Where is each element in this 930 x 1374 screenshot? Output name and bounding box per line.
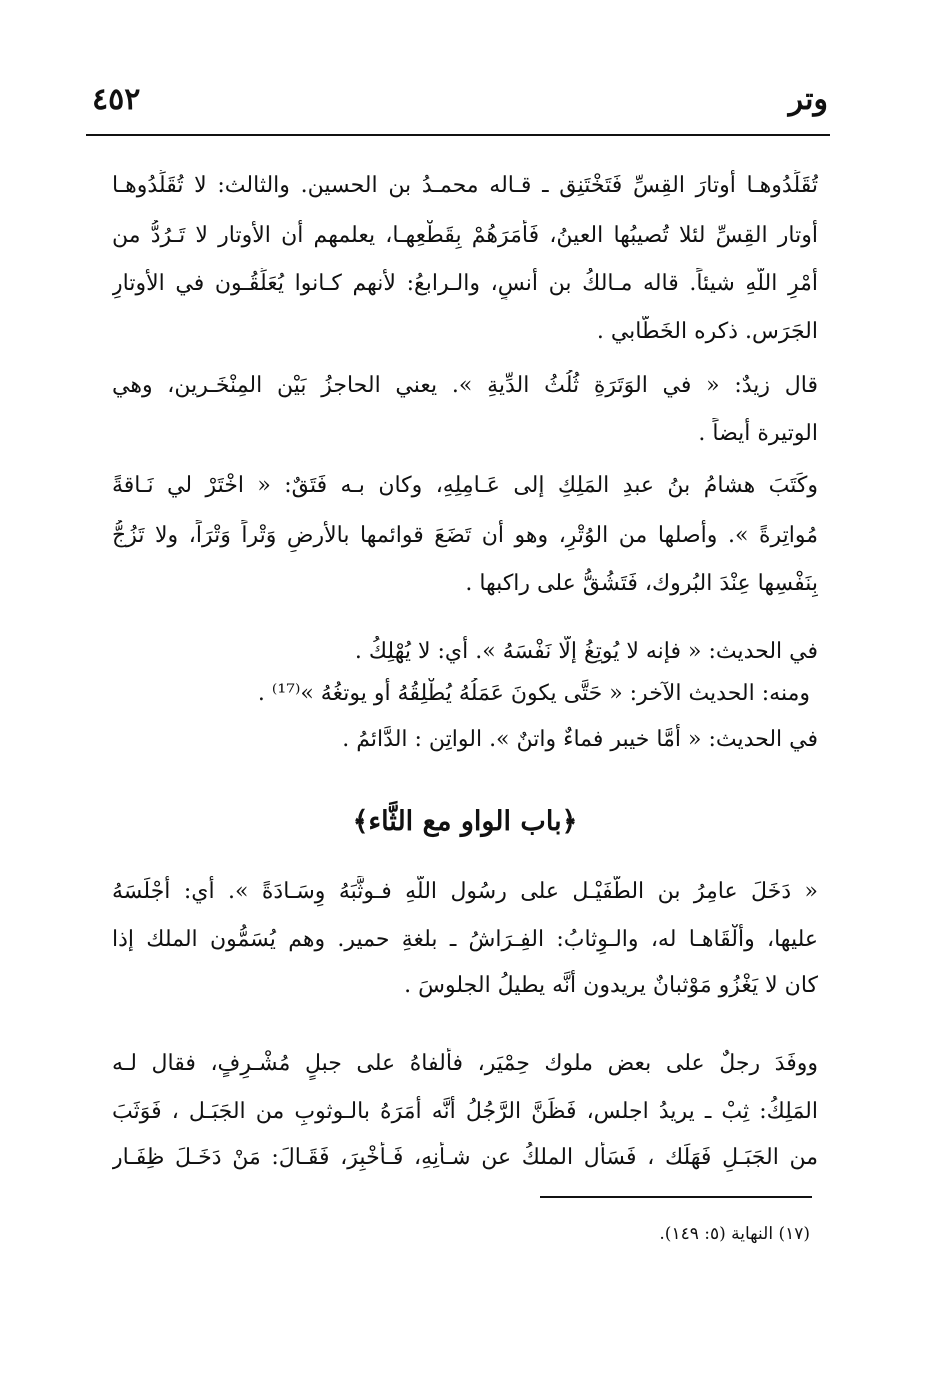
text-line: الجَرَس. ذكره الخَطَّابي . xyxy=(596,319,818,344)
text-line: تُقَلِّدُوهـا أوتارَ القِسِّ فَتَخْتَنِق ـ قـاله محمـدُ بن الحسين. والثالث: لا تُقَلِّدُوهـا xyxy=(112,173,818,198)
text-line: من الجَبَـلِ فَهَلَك ، فَسَأَل الملكُ عن شـأنِهِ، فَـأُخْبِرَ، فَقَـالَ: مَنْ دَخَـلَ ظِفَـار xyxy=(112,1145,818,1170)
text-line: ووفَدَ رجلٌ على بعض ملوك حِمْيَر، فألفاهُ على جبلٍ مُشْـرِفٍ، فقال لـه xyxy=(112,1051,818,1076)
running-head: وتر xyxy=(788,82,828,117)
hadith-line: في الحديث: « فإنه لا يُوتِغُ إلَّا نَفْسَهُ ». أي: لا يُهْلِكُ . xyxy=(354,639,818,664)
text-line: المَلِكُ: ثِبْ ـ يريدُ اجلس، فَظَنَّ الرَّجُلُ أنَّه أمَرَهُ بالـوثوبِ من الجَبَـل ، فَوَثَبَ xyxy=(112,1099,818,1124)
text-line: « دَخَلَ عامِرُ بن الطُّفَيْـل على رسُول اللَّهِ فـوثَّبَهُ وِسَـادَةً ». أي: أجْلَسَهُ xyxy=(112,879,818,904)
text-line: مُواتِرةً ». وأصلها من الوُتْرِ، وهو أن تَضَعَ قوائمها بالأرضِ وَتْراً وَتْرَاً، ولا تَزُجُّ xyxy=(112,523,818,548)
footnote-rule xyxy=(540,1196,812,1198)
text-line: كان لا يَغْزُو مَوْثبانٌ يريدون أنَّه يطيلُ الجلوسَ . xyxy=(404,973,818,998)
header-rule xyxy=(86,134,830,136)
text-line: أوتار القِسِّ لئلا تُصيبُها العينُ، فَأَمَرَهُمْ بِقَطْعِهـا، يعلمهم أن الأوتار لا تَـرُدُّ من xyxy=(112,223,818,248)
text-line: عليها، وألْقَاهـا له، والـوِثابُ: الفِـرَاشُ ـ بلغةِ حمير. وهم يُسَمُّون الملك إذا xyxy=(112,927,818,952)
text-line: قال زيدٌ: « في الوَتَرَةِ ثُلُثُ الدِّيةِ ». يعني الحاجزُ بَيْن المِنْخَـرين، وهي xyxy=(112,373,818,398)
footnote: (١٧) النهاية (٥: ١٤٩). xyxy=(659,1224,810,1244)
text-line: الوتيرة أيضاً . xyxy=(698,421,818,446)
page-number: ٤٥٢ xyxy=(92,82,141,117)
section-title: ﴿باب الواو مع الثَّاء﴾ xyxy=(352,806,578,837)
text-line: وكَتَبَ هشامُ بنُ عبدِ المَلِكِ إلى عَـامِلِهِ، وكان بـه فَتَقٌ: « اخْتَرْ لي نَـاقةً xyxy=(112,473,818,498)
hadith-line: ومنه: الحديث الآخر: « حَتَّى يكونَ عَمَلُهُ يُطْلِقُهُ أو يوتغُهُ »⁽¹⁷⁾ . xyxy=(257,681,810,706)
text-line: أمْرِ اللَّهِ شيئاً. قاله مـالكُ بن أنسٍ، والـرابعُ: لأنهم كـانوا يُعَلِّقُـون في الأوتارِ xyxy=(112,271,818,296)
text-line: بِنَفْسِها عِنْدَ البُروك، فَتَشُقُّ على راكبها . xyxy=(465,571,818,596)
hadith-line: في الحديث: « أمَّا خيبر فماءٌ واتنٌ ». الواتِن : الدَّائمُ . xyxy=(342,727,818,752)
